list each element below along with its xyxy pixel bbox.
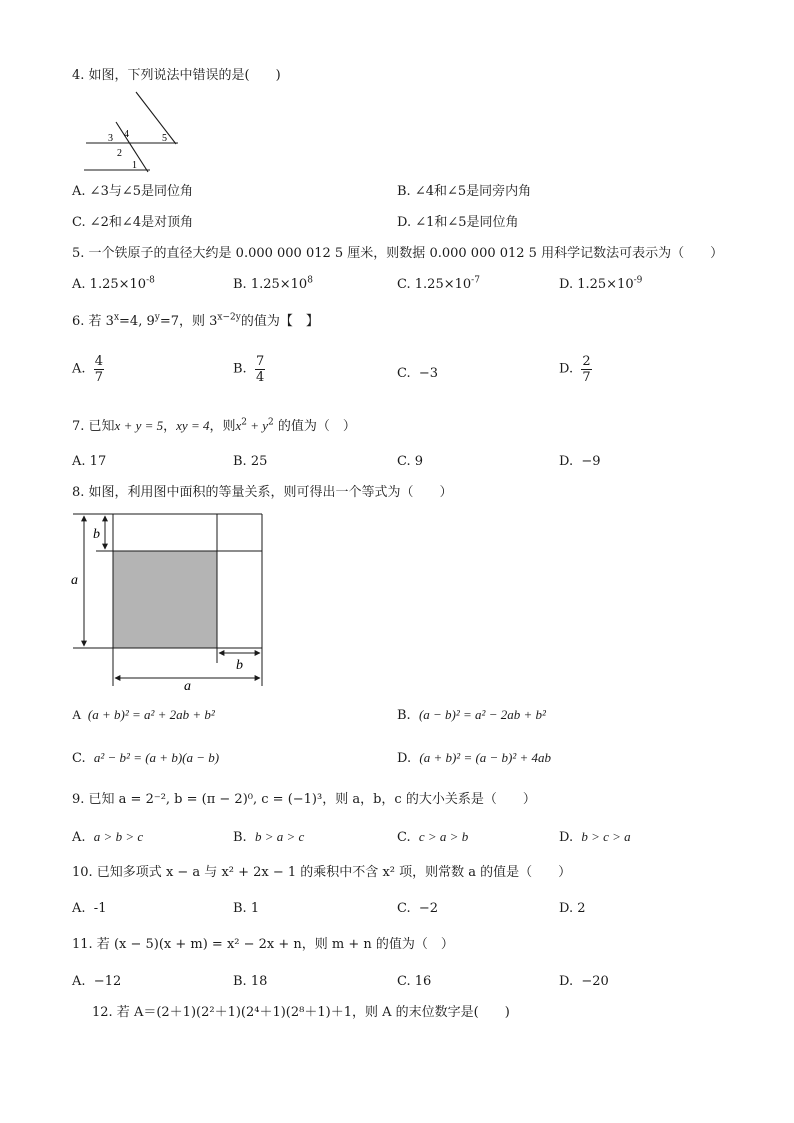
q6-option-c: C. −3	[397, 366, 439, 381]
q11-option-d: D. −20	[559, 974, 609, 989]
q6-stem: 6. 若 $3^x=4$, $9^y=7$，则 $3^{x-2y}$的值为【 】	[72, 312, 319, 329]
q5-option-c: C. $1.25\times 10^{-7}$	[397, 275, 480, 292]
q7-option-b: B. 25	[233, 454, 268, 469]
q10-option-c: C. −2	[397, 901, 439, 916]
q4-label-1: 1	[132, 160, 137, 171]
q7-option-c: C. 9	[397, 454, 424, 469]
q4-label-4: 4	[124, 129, 129, 140]
q7-option-a: A. 17	[72, 454, 107, 469]
q9-option-d: D. b > c > a	[559, 829, 631, 845]
q7-option-d: D. −9	[559, 454, 601, 469]
q8-label-b-bottom: b	[236, 658, 243, 673]
q6-option-b: B. $\frac{7}{4}$	[233, 354, 265, 385]
q11-option-b: B. 18	[233, 974, 268, 989]
q5-option-d: D. $1.25\times 10^{-9}$	[559, 275, 643, 292]
q11-stem: 11. 若 (x − 5)(x + m) = x² − 2x + n，则 m + n 的值为（ ）	[72, 937, 454, 952]
q9-option-c: C. c > a > b	[397, 829, 469, 845]
q9-option-b: B. b > a > c	[233, 829, 305, 845]
q6-option-d: D. $\frac{2}{7}$	[559, 354, 591, 385]
q11-option-c: C. 16	[397, 974, 432, 989]
q5-option-b: B. $1.25\times 10^8$	[233, 275, 313, 292]
q6-option-a: A. $\frac{4}{7}$	[72, 354, 104, 385]
q10-stem: 10. 已知多项式 x − a 与 x² + 2x − 1 的乘积中不含 x² 项，则常数 a 的值是（ ）	[72, 865, 572, 880]
q8-option-b: B. (a − b)² = a² − 2ab + b²	[397, 707, 546, 723]
q4-option-c: C. ∠2和∠4是对顶角	[72, 215, 194, 230]
q11-option-a: A. −12	[72, 974, 122, 989]
q5-stem: 5. 一个铁原子的直径大约是 0.000 000 012 5 厘米，则数据 0.000 000 012 5 用科学记数法可表示为（ ）	[72, 246, 724, 261]
q10-option-a: A. -1	[72, 901, 107, 916]
q8-option-a: A (a + b)² = a² + 2ab + b²	[72, 707, 215, 722]
q8-option-d: D. (a + b)² = (a − b)² + 4ab	[397, 750, 552, 766]
q10-option-d: D. 2	[559, 901, 586, 916]
q8-option-c: C. a² − b² = (a + b)(a − b)	[72, 750, 220, 766]
q8-stem: 8. 如图，利用图中面积的等量关系，则可得出一个等式为（ ）	[72, 485, 453, 500]
q12-stem: 12. 若 A＝(2＋1)(2²＋1)(2⁴＋1)(2⁸＋1)＋1，则 A 的末位数字是( )	[92, 1005, 510, 1020]
q10-option-b: B. 1	[233, 901, 260, 916]
q9-stem: 9. 已知 a = 2⁻², b = (π − 2)⁰, c = (−1)³，则 a，b，c 的大小关系是（ ）	[72, 792, 536, 807]
q4-option-d: D. ∠1和∠5是同位角	[397, 215, 519, 230]
q8-label-a-bottom: a	[184, 679, 191, 690]
q4-option-a: A. ∠3与∠5是同位角	[72, 184, 193, 199]
q4-stem: 4. 如图，下列说法中错误的是( )	[72, 68, 281, 83]
q8-label-a-left: a	[71, 573, 78, 588]
q4-label-2: 2	[117, 148, 122, 159]
q4-label-3: 3	[108, 133, 113, 144]
q8-figure	[60, 508, 270, 690]
q5-option-a: A. $1.25\times 10^{-8}$	[72, 275, 155, 292]
q4-label-5: 5	[162, 133, 167, 144]
q9-option-a: A. a > b > c	[72, 829, 144, 845]
q7-stem: 7. 已知x + y = 5，xy = 4，则$x^2 + y^2$ 的值为（ ）	[72, 417, 356, 434]
q8-label-b-top: b	[93, 527, 100, 542]
q4-figure	[80, 88, 180, 174]
q4-option-b: B. ∠4和∠5是同旁内角	[397, 184, 532, 199]
